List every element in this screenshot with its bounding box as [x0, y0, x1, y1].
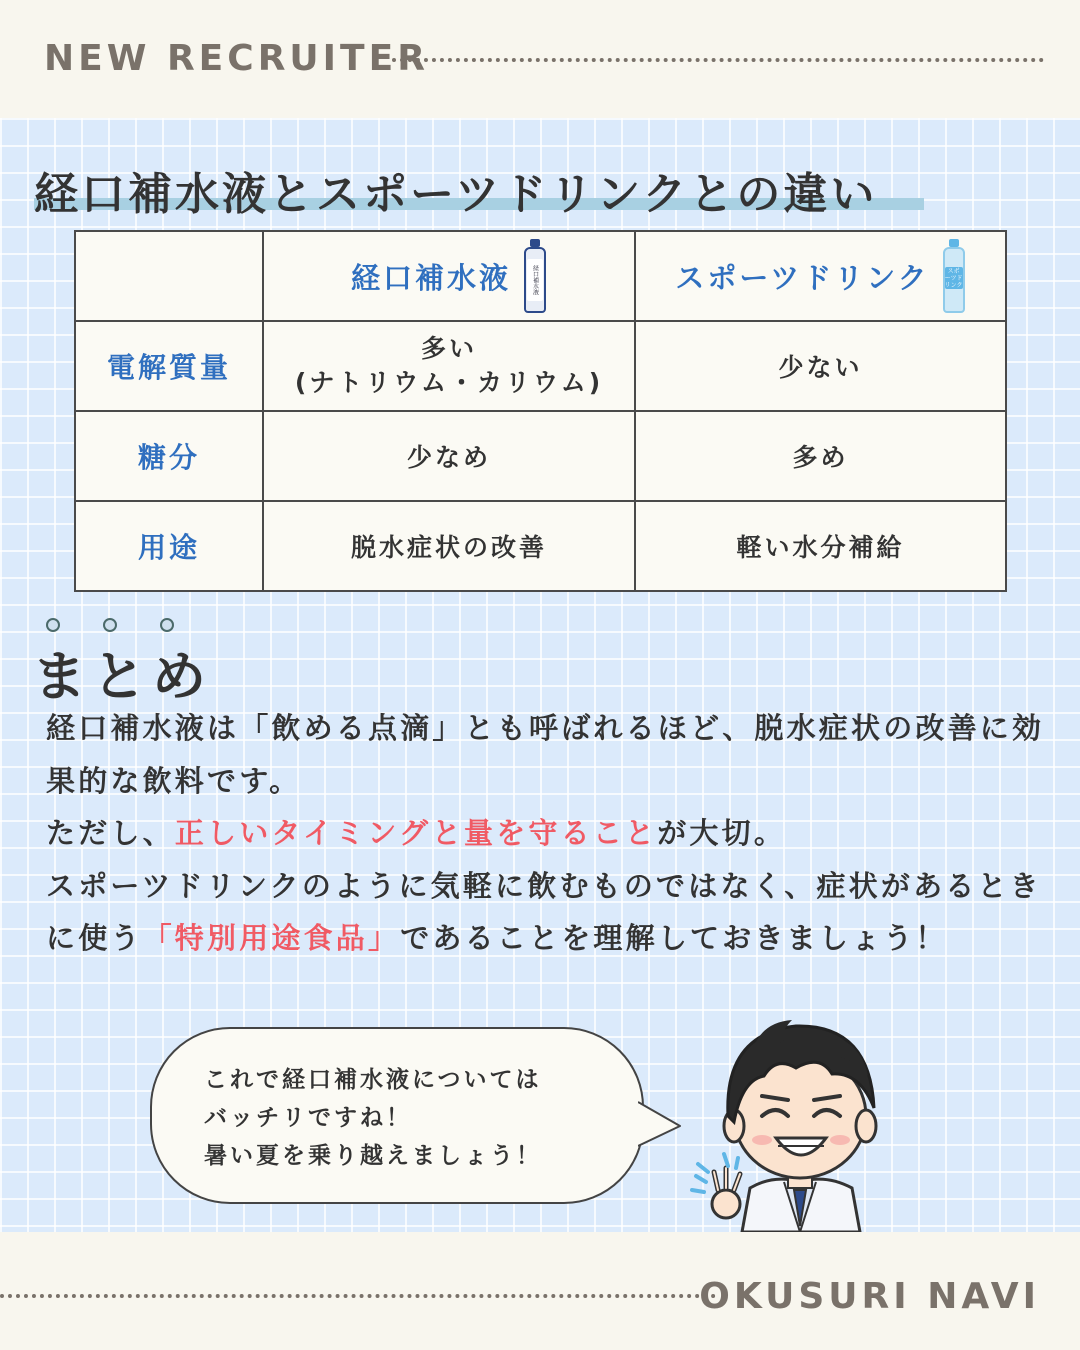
- content-panel: [0, 118, 1080, 1232]
- cell-sports-sugar: 多め: [635, 411, 1006, 501]
- summary-heading: まとめ: [32, 645, 212, 708]
- table-row: [75, 501, 1006, 591]
- bubble-line-3: 暑い夏を乗り越えましょう！: [204, 1143, 542, 1169]
- summary-paragraph-3: [46, 860, 1046, 965]
- cell-ors-sugar: 少なめ: [263, 411, 635, 501]
- summary-paragraph-2: [46, 807, 1046, 860]
- summary-paragraph-1: 経口補水液は「飲める点滴」とも呼ばれるほど、脱水症状の改善に効果的な飲料です。: [46, 711, 1045, 798]
- emphasis-dot: [160, 618, 174, 632]
- table-row: [75, 321, 1006, 411]
- title-block: [34, 158, 877, 222]
- summary-highlight-timing: 正しいタイミングと量を守ること: [174, 816, 658, 850]
- row-header-electrolyte: 電解質量: [75, 321, 263, 411]
- brand-bottom: OKUSURI NAVI: [699, 1276, 1040, 1317]
- cell-ors-electrolyte-line1: 多い: [420, 334, 477, 363]
- column-header-sports-label: スポーツドリンク: [675, 260, 930, 295]
- pharmacist-character-illustration: [684, 976, 914, 1232]
- bubble-line-2: バッチリですね！: [204, 1105, 412, 1131]
- table-header-row: [75, 231, 1006, 321]
- comparison-table: [74, 230, 1007, 592]
- dotted-divider-top: [392, 58, 1044, 62]
- header: [0, 0, 1080, 118]
- table-row: [75, 411, 1006, 501]
- sports-drink-bottle-icon: [942, 239, 966, 313]
- summary-highlight-special-food: 「特別用途食品」: [142, 921, 401, 955]
- cell-sports-usage: 軽い水分補給: [635, 501, 1006, 591]
- dotted-divider-bottom: [0, 1294, 716, 1298]
- column-header-sports: [635, 231, 1006, 321]
- sports-bottle-label: スポーツドリンク: [944, 267, 963, 289]
- page-title: 経口補水液とスポーツドリンクとの違い: [34, 169, 878, 220]
- summary-p3-after: であることを理解しておきましょう！: [400, 921, 948, 955]
- summary-p2-after: が大切。: [657, 816, 787, 850]
- brand-top: NEW RECRUITER: [44, 38, 429, 79]
- emphasis-dot: [46, 618, 60, 632]
- ors-bottle-icon: [523, 239, 547, 313]
- cell-ors-usage: 脱水症状の改善: [263, 501, 635, 591]
- emphasis-dot: [103, 618, 117, 632]
- cell-ors-electrolyte: [263, 321, 635, 411]
- column-header-ors-label: 経口補水液: [350, 260, 511, 295]
- column-header-ors: [263, 231, 635, 321]
- summary-p2-before: ただし、: [46, 816, 175, 850]
- row-header-sugar: 糖分: [75, 411, 263, 501]
- summary-p3-before: スポーツドリンクのように気軽に飲むものではなく、症状があるときに使う: [46, 868, 1042, 955]
- footer: [0, 1232, 1080, 1350]
- cell-ors-electrolyte-line2: (ナトリウム・カリウム): [294, 368, 604, 397]
- row-header-usage: 用途: [75, 501, 263, 591]
- table-corner-cell: [75, 231, 263, 321]
- summary-text: [46, 702, 1046, 965]
- cell-sports-electrolyte: 少ない: [635, 321, 1006, 411]
- ors-bottle-label: 経口補水液: [527, 259, 543, 301]
- speech-bubble-text: [204, 1061, 542, 1175]
- bubble-line-1: これで経口補水液については: [204, 1067, 542, 1093]
